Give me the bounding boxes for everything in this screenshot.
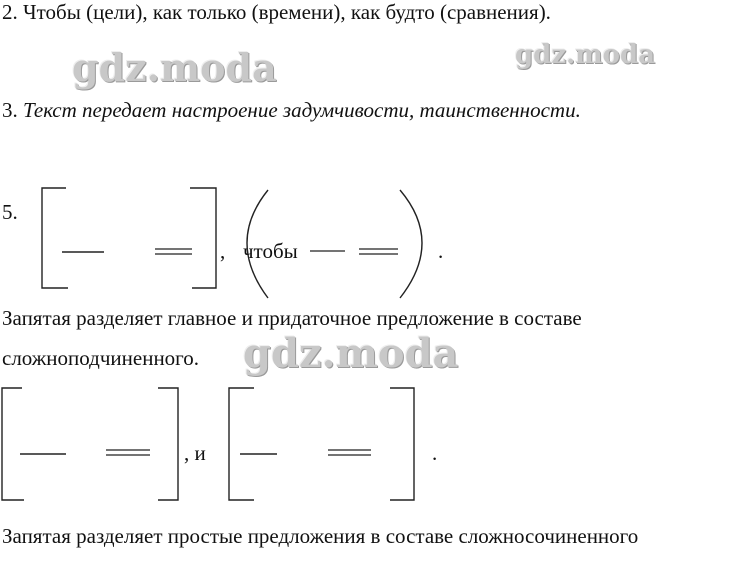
scheme-1-conjunction: чтобы	[243, 239, 298, 263]
scheme-1-dot: .	[438, 239, 444, 263]
main-clause-bracket-open	[42, 188, 68, 288]
watermark-logo: gdz.moda	[72, 45, 277, 90]
answer-3-text: Текст передает настроение задумчивости, таинственности.	[23, 98, 581, 122]
explanation-1-line-1: Запятая разделяет главное и придаточное предложение в составе	[2, 306, 582, 330]
clause-2-bracket-close	[390, 388, 414, 500]
watermark-logo: gdz.moda	[243, 330, 459, 377]
watermark-logo: gdz.moda	[515, 40, 656, 70]
clause-1-bracket-close	[158, 388, 178, 500]
answer-3-number: 3.	[2, 98, 18, 122]
answer-5-number: 5.	[2, 200, 18, 224]
answer-2: 2. Чтобы (цели), как только (времени), как будто (сравнения).	[2, 0, 551, 24]
clause-2-bracket-open	[229, 388, 254, 500]
explanation-2: Запятая разделяет простые предложения в составе сложносочиненного	[2, 524, 639, 548]
main-clause-bracket-close	[190, 188, 216, 288]
subordinate-paren-close	[400, 190, 422, 298]
scheme-2-dot: .	[432, 441, 438, 465]
explanation-1-line-2: сложноподчиненного.	[2, 346, 200, 370]
scheme-1-comma: ,	[220, 239, 226, 263]
scheme-2-conjunction: , и	[184, 441, 206, 465]
clause-1-bracket-open	[2, 388, 24, 500]
